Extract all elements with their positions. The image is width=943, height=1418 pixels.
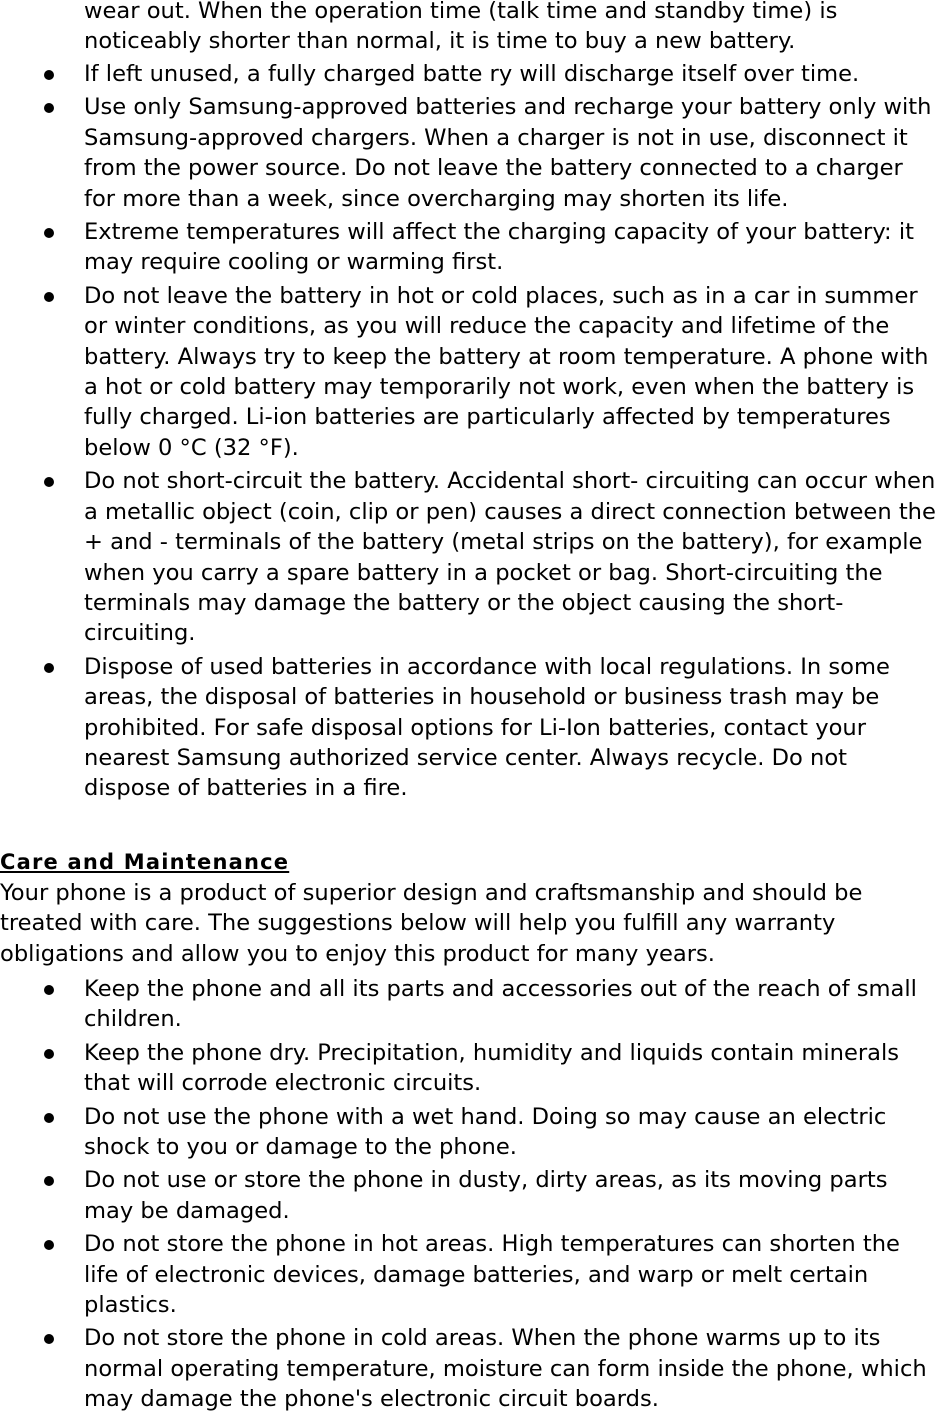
continuation-paragraph: wear out. When the operation time (talk time and standby time) is noticeably shorter than normal, it is time to buy a new battery. [84,0,838,55]
list-item-text: Do not use or store the phone in dusty, dirty areas, as its moving parts may be damaged. [84,1167,888,1224]
section-heading-care-and-maintenance: Care and Maintenance [0,850,290,874]
list-item [0,974,943,1035]
list-item-text: Dispose of used batteries in accordance with local regulations. In some areas, the disposal of batteries in household or business trash may be prohibited. For safe disposal options for Li-Ion batteries, contact your nearest Samsung authorized service center. Always recycle. Do not dispose of batteries in a fire. [84,653,890,802]
list-item-text: Keep the phone dry. Precipitation, humidity and liquids contain minerals that will corrode electronic circuits. [84,1039,900,1097]
list-item [0,1229,943,1320]
bullet-dot-icon [44,1240,54,1250]
list-item-text: Do not store the phone in cold areas. When the phone warms up to its normal operating temperature, moisture can form inside the phone, which may damage the phone's electronic circuit boards. [84,1325,927,1413]
list-item [0,281,943,463]
list-item [0,466,943,648]
bullet-dot-icon [44,1113,54,1123]
list-item-text: Do not use the phone with a wet hand. Doing so may cause an electric shock to you or damage to the phone. [84,1103,887,1161]
list-item [0,652,943,804]
bullet-dot-icon [44,985,54,995]
list-item [0,217,943,278]
list-item-text: Do not short-circuit the battery. Accidental short- circuiting can occur when a metallic object (coin, clip or pen) causes a direct connection between the + and - terminals of the battery (metal strips on the battery), for example when you carry a spare battery in a pocket or bag. Short-circuiting the terminals may damage the battery or the object causing the short-circuiting. [84,468,936,647]
bullet-dot-icon [44,228,54,238]
list-item-text: Do not store the phone in hot areas. High temperatures can shorten the life of electronic devices, damage batteries, and warp or melt certain plastics. [84,1231,900,1319]
list-item-text: Extreme temperatures will affect the charging capacity of your battery: it may require cooling or warming first. [84,219,914,276]
care-bullet-list [0,974,943,1418]
list-item [0,1038,943,1099]
list-item [0,1323,943,1414]
battery-bullet-list [0,59,943,807]
bullet-dot-icon [44,1334,54,1344]
list-item-text: Do not leave the battery in hot or cold places, such as in a car in summer or winter conditions, as you will reduce the capacity and lifetime of the battery. Always try to keep the battery at room temperature. A phone with a hot or cold battery may temporarily not work, even when the battery is fully charged. Li-ion batteries are particularly affected by temperatures below 0 °C (32 °F). [84,282,929,461]
bullet-dot-icon [44,663,54,673]
list-item [0,1102,943,1163]
bullet-dot-icon [44,1049,54,1059]
bullet-dot-icon [44,1176,54,1186]
list-item [0,92,943,214]
list-item [0,59,943,89]
bullet-dot-icon [44,70,54,80]
list-item-text: Keep the phone and all its parts and accessories out of the reach of small children. [84,976,917,1033]
bullet-dot-icon [44,103,54,113]
care-intro-paragraph: Your phone is a product of superior design and craftsmanship and should be treated with care. The suggestions below will help you fulfill any warranty obligations and allow you to enjoy this product for many years. [0,880,863,967]
bullet-dot-icon [44,292,54,302]
list-item [0,1165,943,1226]
bullet-dot-icon [44,477,54,487]
list-item-text: If left unused, a fully charged batte ry will discharge itself over time. [84,61,860,87]
list-item-text: Use only Samsung-approved batteries and recharge your battery only with Samsung-approved chargers. When a charger is not in use, disconnect it from the power source. Do not leave the battery connected to a charger for more than a week, since overcharging may shorten its life. [84,94,932,212]
